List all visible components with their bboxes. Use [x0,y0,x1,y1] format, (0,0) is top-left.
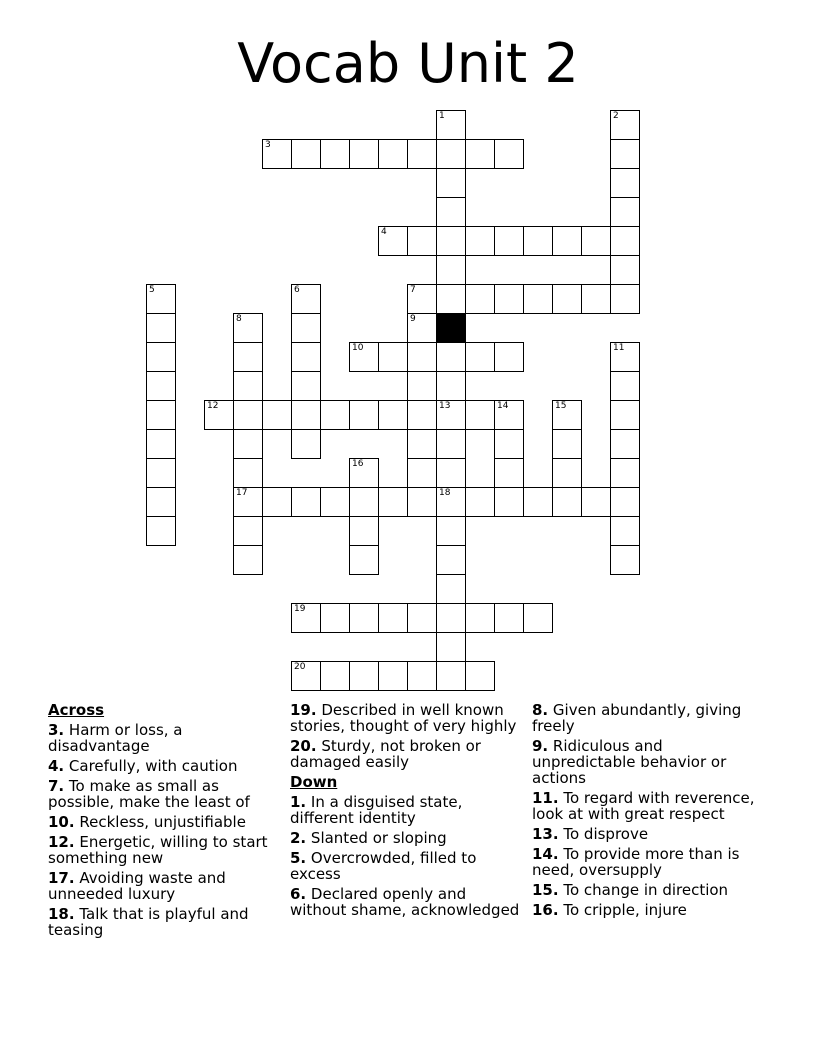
clue-number: 16. [532,901,559,919]
clue-text: Ridiculous and unpredictable behavior or actions [532,737,727,787]
clue-text: Talk that is playful and teasing [48,905,249,939]
grid-cell[interactable] [523,487,553,517]
grid-cell[interactable] [407,487,437,517]
grid-cell[interactable] [494,429,524,459]
grid-cell[interactable] [233,371,263,401]
grid-cell[interactable] [465,603,495,633]
clue-number: 12. [48,833,75,851]
clue-number: 3. [48,721,65,739]
puzzle-title: Vocab Unit 2 [237,32,579,95]
clue-number: 18. [48,905,75,923]
grid-cell[interactable] [407,400,437,430]
grid-cell[interactable] [465,226,495,256]
grid-cell[interactable] [494,139,524,169]
cell-number: 17 [236,488,248,498]
grid-cell[interactable] [436,429,466,459]
down-clue [532,902,768,918]
grid-cell[interactable] [610,139,640,169]
clues-column-3 [532,702,768,922]
grid-cell[interactable] [610,371,640,401]
clue-number: 17. [48,869,75,887]
grid-cell[interactable] [523,226,553,256]
down-clue [290,886,526,918]
grid-cell[interactable] [291,661,321,691]
clue-text: Avoiding waste and unneeded luxury [48,869,226,903]
grid-cell[interactable] [494,487,524,517]
cell-number: 3 [265,140,271,150]
clue-text: In a disguised state, different identity [290,793,463,827]
grid-cell[interactable] [436,458,466,488]
across-clue [48,834,284,866]
cell-number: 10 [352,343,364,353]
grid-cell[interactable] [523,603,553,633]
grid-cell[interactable] [610,226,640,256]
grid-cell[interactable] [320,400,350,430]
down-clue [532,882,768,898]
grid-cell[interactable] [233,458,263,488]
grid-cell[interactable] [436,632,466,662]
grid-cell[interactable] [349,661,379,691]
grid-cell[interactable] [436,487,466,517]
grid-cell[interactable] [407,226,437,256]
grid-cell[interactable] [146,284,176,314]
cell-number: 18 [439,488,451,498]
grid-cell[interactable] [407,284,437,314]
down-clue [532,790,768,822]
grid-cell[interactable] [407,458,437,488]
grid-cell[interactable] [146,487,176,517]
grid-cell[interactable] [465,284,495,314]
cell-number: 7 [410,285,416,295]
grid-cell[interactable] [436,342,466,372]
across-clue [290,738,526,770]
grid-cell[interactable] [465,342,495,372]
grid-cell[interactable] [407,661,437,691]
down-heading: Down [290,773,338,791]
clue-number: 5. [290,849,307,867]
cell-number: 14 [497,401,509,411]
grid-cell[interactable] [378,400,408,430]
grid-cell[interactable] [610,342,640,372]
grid-cell[interactable] [436,545,466,575]
grid-cell[interactable] [262,487,292,517]
cell-number: 13 [439,401,451,411]
clue-text: Energetic, willing to start something new [48,833,268,867]
grid-cell[interactable] [436,255,466,285]
down-clue [532,738,768,786]
grid-cell[interactable] [378,342,408,372]
cell-number: 16 [352,459,364,469]
cell-number: 5 [149,285,155,295]
clue-text: Sturdy, not broken or damaged easily [290,737,481,771]
clue-text: To cripple, injure [563,901,687,919]
grid-cell[interactable] [349,458,379,488]
clue-number: 11. [532,789,559,807]
grid-cell[interactable] [610,284,640,314]
grid-cell[interactable] [349,545,379,575]
cell-number: 9 [410,314,416,324]
cell-number: 4 [381,227,387,237]
across-clue [48,870,284,902]
grid-cell[interactable] [407,342,437,372]
grid-cell[interactable] [291,342,321,372]
clues-column-2 [290,702,526,922]
grid-cell[interactable] [378,226,408,256]
cell-number: 12 [207,401,219,411]
grid-cell[interactable] [204,400,234,430]
grid-cell[interactable] [552,226,582,256]
grid-cell[interactable] [494,284,524,314]
grid-cell[interactable] [407,371,437,401]
grid-cell[interactable] [349,139,379,169]
grid-cell[interactable] [291,603,321,633]
grid-block [436,313,466,343]
grid-cell[interactable] [233,487,263,517]
across-clue [290,702,526,734]
grid-cell[interactable] [320,603,350,633]
clue-text: Described in well known stories, thought of very highly [290,701,517,735]
grid-cell[interactable] [465,661,495,691]
grid-cell[interactable] [146,371,176,401]
grid-cell[interactable] [610,110,640,140]
grid-cell[interactable] [436,603,466,633]
grid-cell[interactable] [610,255,640,285]
cell-number: 6 [294,285,300,295]
clue-number: 15. [532,881,559,899]
grid-cell[interactable] [146,400,176,430]
grid-cell[interactable] [407,603,437,633]
grid-cell[interactable] [494,603,524,633]
clue-number: 4. [48,757,65,775]
grid-cell[interactable] [233,342,263,372]
grid-cell[interactable] [552,487,582,517]
grid-cell[interactable] [436,661,466,691]
grid-cell[interactable] [291,313,321,343]
grid-cell[interactable] [320,661,350,691]
grid-cell[interactable] [233,516,263,546]
cell-number: 2 [613,111,619,121]
clue-text: Overcrowded, filled to excess [290,849,477,883]
grid-cell[interactable] [581,284,611,314]
grid-cell[interactable] [291,400,321,430]
clue-text: Carefully, with caution [68,757,238,775]
grid-cell[interactable] [465,400,495,430]
grid-cell[interactable] [436,284,466,314]
cell-number: 19 [294,604,306,614]
grid-cell[interactable] [552,284,582,314]
grid-cell[interactable] [610,400,640,430]
across-heading: Across [48,701,105,719]
grid-cell[interactable] [552,429,582,459]
clue-number: 20. [290,737,317,755]
clue-text: To make as small as possible, make the least of [48,777,250,811]
clue-number: 13. [532,825,559,843]
clue-text: To disprove [563,825,649,843]
grid-cell[interactable] [581,226,611,256]
clues-column-1 [48,702,284,942]
grid-cell[interactable] [262,139,292,169]
clue-number: 10. [48,813,75,831]
down-clue [290,794,526,826]
clue-text: To change in direction [563,881,729,899]
across-clue [48,758,284,774]
grid-cell[interactable] [523,284,553,314]
down-clue [532,846,768,878]
clue-number: 7. [48,777,65,795]
grid-cell[interactable] [349,603,379,633]
cell-number: 11 [613,343,625,353]
grid-cell[interactable] [291,371,321,401]
grid-cell[interactable] [291,284,321,314]
clue-number: 6. [290,885,307,903]
grid-cell[interactable] [146,342,176,372]
clue-text: Harm or loss, a disadvantage [48,721,183,755]
grid-cell[interactable] [436,110,466,140]
grid-cell[interactable] [349,400,379,430]
grid-cell[interactable] [320,487,350,517]
grid-cell[interactable] [465,487,495,517]
grid-cell[interactable] [436,574,466,604]
grid-cell[interactable] [291,429,321,459]
grid-cell[interactable] [262,400,292,430]
grid-cell[interactable] [552,400,582,430]
grid-cell[interactable] [349,487,379,517]
grid-cell[interactable] [378,487,408,517]
cell-number: 1 [439,111,445,121]
clue-number: 19. [290,701,317,719]
clue-text: To provide more than is need, oversupply [532,845,740,879]
down-clue [532,826,768,842]
down-clue [290,850,526,882]
grid-cell[interactable] [407,139,437,169]
clue-text: Declared openly and without shame, acknowledged [290,885,520,919]
across-clue [48,814,284,830]
grid-cell[interactable] [610,487,640,517]
grid-cell[interactable] [494,458,524,488]
grid-cell[interactable] [233,429,263,459]
grid-cell[interactable] [494,342,524,372]
cell-number: 20 [294,662,306,672]
grid-cell[interactable] [610,516,640,546]
grid-cell[interactable] [233,545,263,575]
grid-cell[interactable] [378,661,408,691]
down-clue [290,830,526,846]
down-clue [532,702,768,734]
across-clue [48,906,284,938]
clue-text: To regard with reverence, look at with great respect [532,789,755,823]
clue-number: 9. [532,737,549,755]
clue-number: 2. [290,829,307,847]
grid-cell[interactable] [349,516,379,546]
grid-cell[interactable] [581,487,611,517]
clue-number: 14. [532,845,559,863]
grid-cell[interactable] [320,139,350,169]
grid-cell[interactable] [407,313,437,343]
grid-cell[interactable] [146,458,176,488]
grid-cell[interactable] [610,458,640,488]
grid-cell[interactable] [436,197,466,227]
across-clue [48,778,284,810]
grid-cell[interactable] [436,371,466,401]
grid-cell[interactable] [465,139,495,169]
grid-cell[interactable] [610,168,640,198]
grid-cell[interactable] [407,429,437,459]
across-clue [48,722,284,754]
grid-cell[interactable] [291,487,321,517]
grid-cell[interactable] [233,313,263,343]
grid-cell[interactable] [291,139,321,169]
grid-cell[interactable] [146,429,176,459]
grid-cell[interactable] [436,168,466,198]
clue-text: Given abundantly, giving freely [532,701,742,735]
grid-cell[interactable] [436,516,466,546]
grid-cell[interactable] [436,226,466,256]
clue-number: 8. [532,701,549,719]
clue-number: 1. [290,793,307,811]
grid-cell[interactable] [378,139,408,169]
grid-cell[interactable] [349,342,379,372]
cell-number: 8 [236,314,242,324]
grid-cell[interactable] [494,226,524,256]
cell-number: 15 [555,401,567,411]
grid-cell[interactable] [610,197,640,227]
grid-cell[interactable] [146,516,176,546]
grid-cell[interactable] [233,400,263,430]
grid-cell[interactable] [436,139,466,169]
grid-cell[interactable] [436,400,466,430]
grid-cell[interactable] [378,603,408,633]
clue-text: Slanted or sloping [310,829,447,847]
grid-cell[interactable] [610,429,640,459]
grid-cell[interactable] [494,400,524,430]
clue-text: Reckless, unjustifiable [79,813,246,831]
grid-cell[interactable] [146,313,176,343]
grid-cell[interactable] [552,458,582,488]
grid-cell[interactable] [610,545,640,575]
